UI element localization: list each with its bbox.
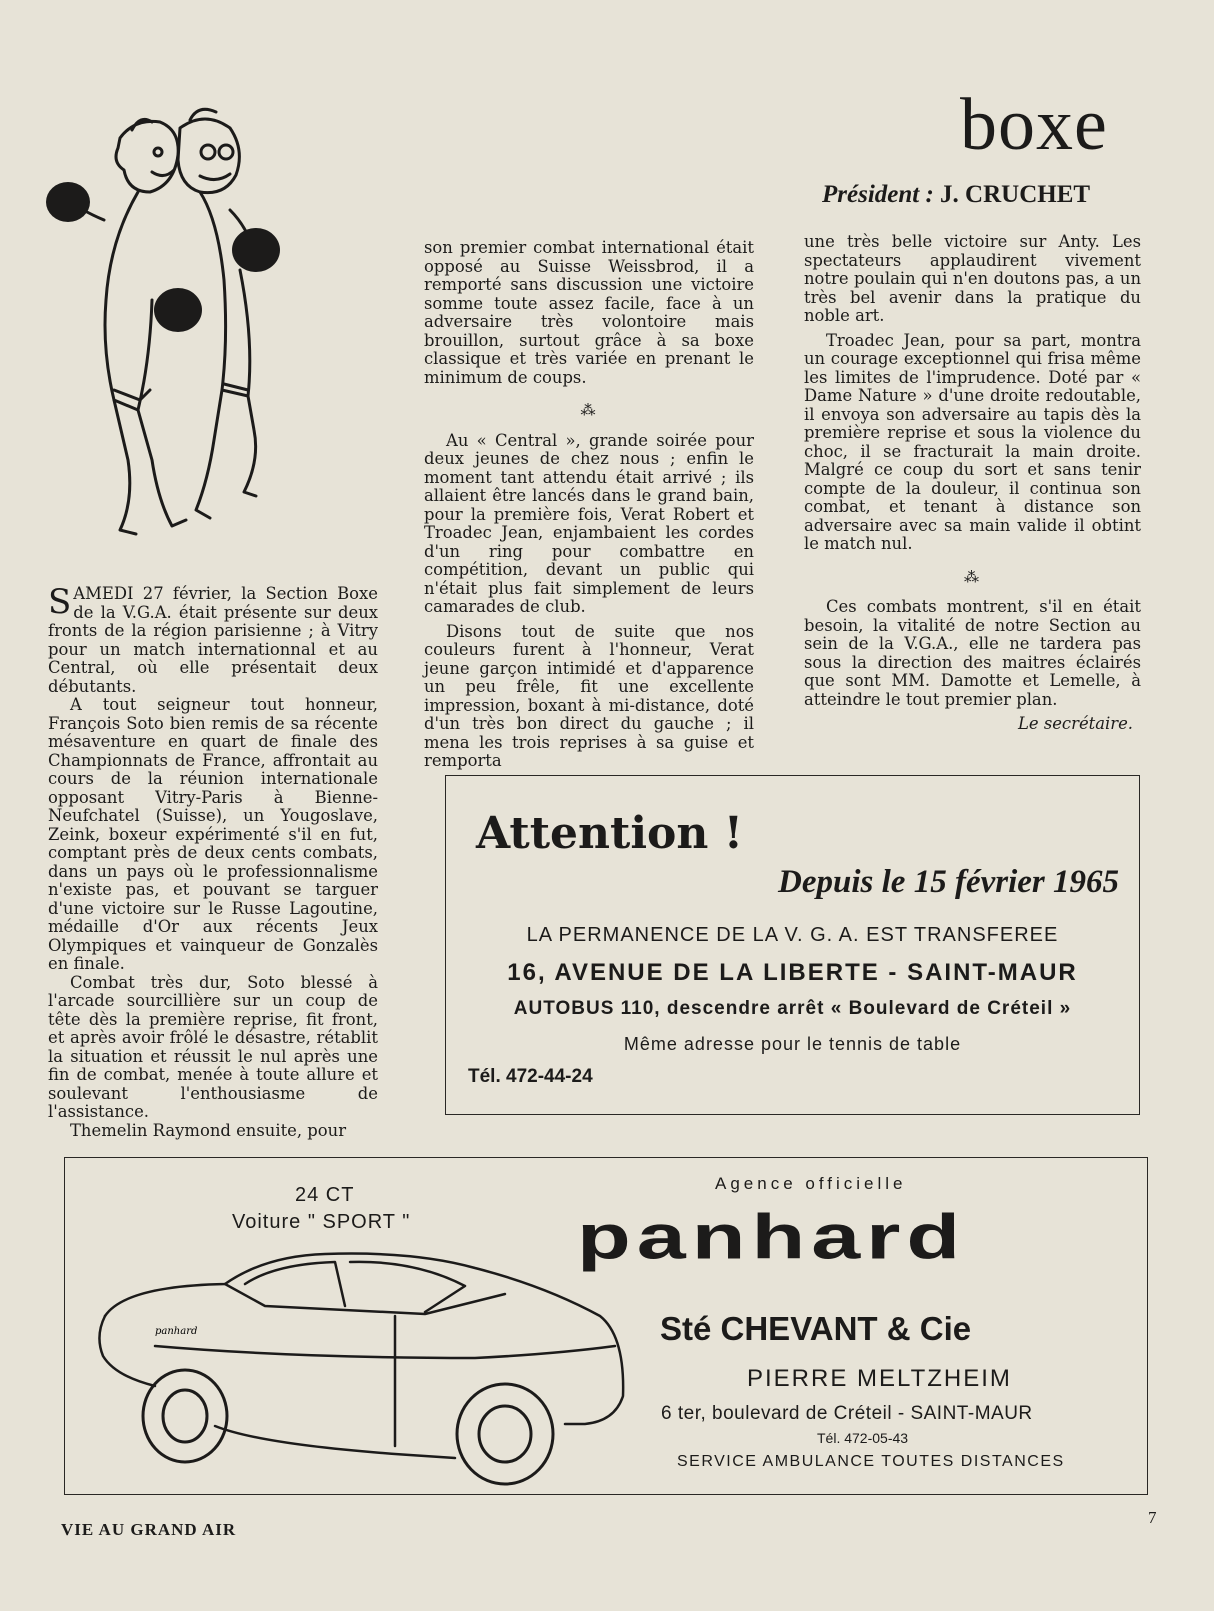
signature: Le secrétaire. [1018,714,1133,733]
brand-logo: panhard [577,1200,967,1272]
notice-line-1: LA PERMANENCE DE LA V. G. A. EST TRANSFEREE [526,924,1059,946]
agency-label: Agence officielle [715,1174,907,1193]
paragraph: Au « Central », grande soirée pour deux jeunes de chez nous ; enfin le moment tant attendu était arrivé ; ils allaient être lancés dans le grand bain, pour la première fois, Verat Robert et Troadec Jean, enjambaient les cordes d'un ring pour combattre en compétition, devant un public qui n'était plus fait simplement de leurs camarades de club. [424,430,754,616]
notice-address: 16, AVENUE DE LA LIBERTE - SAINT-MAUR [507,959,1078,986]
paragraph: une très belle victoire sur Anty. Les spectateurs applaudirent vivement notre poulain qui n'en doutons pas, a un très bel avenir dans la pratique du noble art. [804,232,1141,325]
paragraph: Ces combats montrent, s'il en était besoin, la vitalité de notre Section au sein de la V.G.A., elle ne tardera pas sous la direction des maitres éclairés que sont MM. Damotte et Lemelle, à atteindre le tout premier plan. [804,597,1141,709]
ad-phone: Tél. 472-05-43 [817,1430,909,1446]
president-line [822,181,1090,209]
proprietor-name: PIERRE MELTZHEIM [747,1365,1012,1392]
notice-phone: Tél. 472-44-24 [468,1066,593,1087]
paragraph: Disons tout de suite que nos couleurs furent à l'honneur, Verat jeune garçon intimidé et d'apparence un peu frêle, fit une excellente impression, boxant à mi-distance, doté d'un très bon direct du gauche ; il mena les trois reprises à sa guise et remporta [424,621,754,770]
section-separator: ⁂ [580,401,598,419]
paragraph: SAMEDI 27 février, la Section Boxe de la V.G.A. était présente sur deux fronts de la région parisienne ; à Vitry pour un match internationnal et au Central, où elle présentait deux débutants. [48,582,378,696]
president-name: J. CRUCHET [940,181,1091,208]
car-illustration [95,1246,635,1486]
boxers-illustration [40,100,310,550]
section-title: boxe [960,84,1108,166]
drop-cap: S [48,582,72,622]
page-number: 7 [1148,1508,1157,1527]
relocation-notice-box [445,775,1140,1115]
car-badge: panhard [155,1326,198,1337]
article-column-3 [804,233,1141,734]
notice-bus-line: AUTOBUS 110, descendre arrêt « Boulevard de Créteil » [513,998,1072,1019]
car-model: 24 CT [295,1184,355,1206]
president-label: Président : [822,181,934,208]
ad-service-line: SERVICE AMBULANCE TOUTES DISTANCES [677,1453,1065,1470]
section-separator: ⁂ [964,567,981,586]
paragraph: Themelin Raymond ensuite, pour [70,1120,347,1140]
car-type: Voiture " SPORT " [232,1211,411,1233]
company-name: Sté CHEVANT & Cie [660,1310,972,1347]
publication-name: VIE AU GRAND AIR [61,1520,237,1539]
paragraph: Troadec Jean, pour sa part, montra un courage exceptionnel qui frisa même les limites de l'imprudence. Doté par « Dame Nature » d'une droite redoutable, il envoya son adversaire au tapis dès la première reprise et sous la violence du choc, il se fracturait la main droite. Malgré ce coup du sort et sans tenir compte de la douleur, il continua son combat, et tenant à distance son adversaire avec sa main valide il obtint le match nul. [804,330,1141,553]
paragraph: A tout seigneur tout honneur, François Soto bien remis de sa récente mésaventure en quart de finale des Championnats de France, affrontait au cours de la réunion internationale opposant Vitry-Paris à Bienne-Neufchatel (Suisse), un Yougoslave, Zeink, boxeur expérimenté s'il en fut, comptant près de deux cents combats, dans un pays où le professionnalisme n'existe pas, et pouvant se targuer d'une victoire sur le Russe Lagoutine, médaille d'Or aux récents Jeux Olympiques et vainqueur de Gonzalès en finale. [48,695,378,973]
panhard-advertisement [64,1157,1148,1495]
notice-table-tennis: Même adresse pour le tennis de table [623,1034,962,1054]
ad-address: 6 ter, boulevard de Créteil - SAINT-MAUR [661,1403,1033,1424]
notice-heading: Attention ! [476,808,744,859]
paragraph: Combat très dur, Soto blessé à l'arcade sourcillière sur un coup de tête dès la première reprise, fit front, et après avoir frôlé le désastre, rétablit la situation et réussit le nul après une fin de combat, menée à toute allure et soulevant l'enthousiasme de l'assistance. [48,972,378,1121]
article-column-1 [48,582,378,1140]
article-column-2 [424,239,754,771]
notice-date-line: Depuis le 15 février 1965 [778,864,1119,900]
paragraph: son premier combat international était opposé au Suisse Weissbrod, il a remporté sans discussion une victoire somme toute assez facile, face à un adversaire très volontoire mais brouillon, surtout grâce à sa boxe classique et très variée en prenant le minimum de coups. [424,238,754,387]
